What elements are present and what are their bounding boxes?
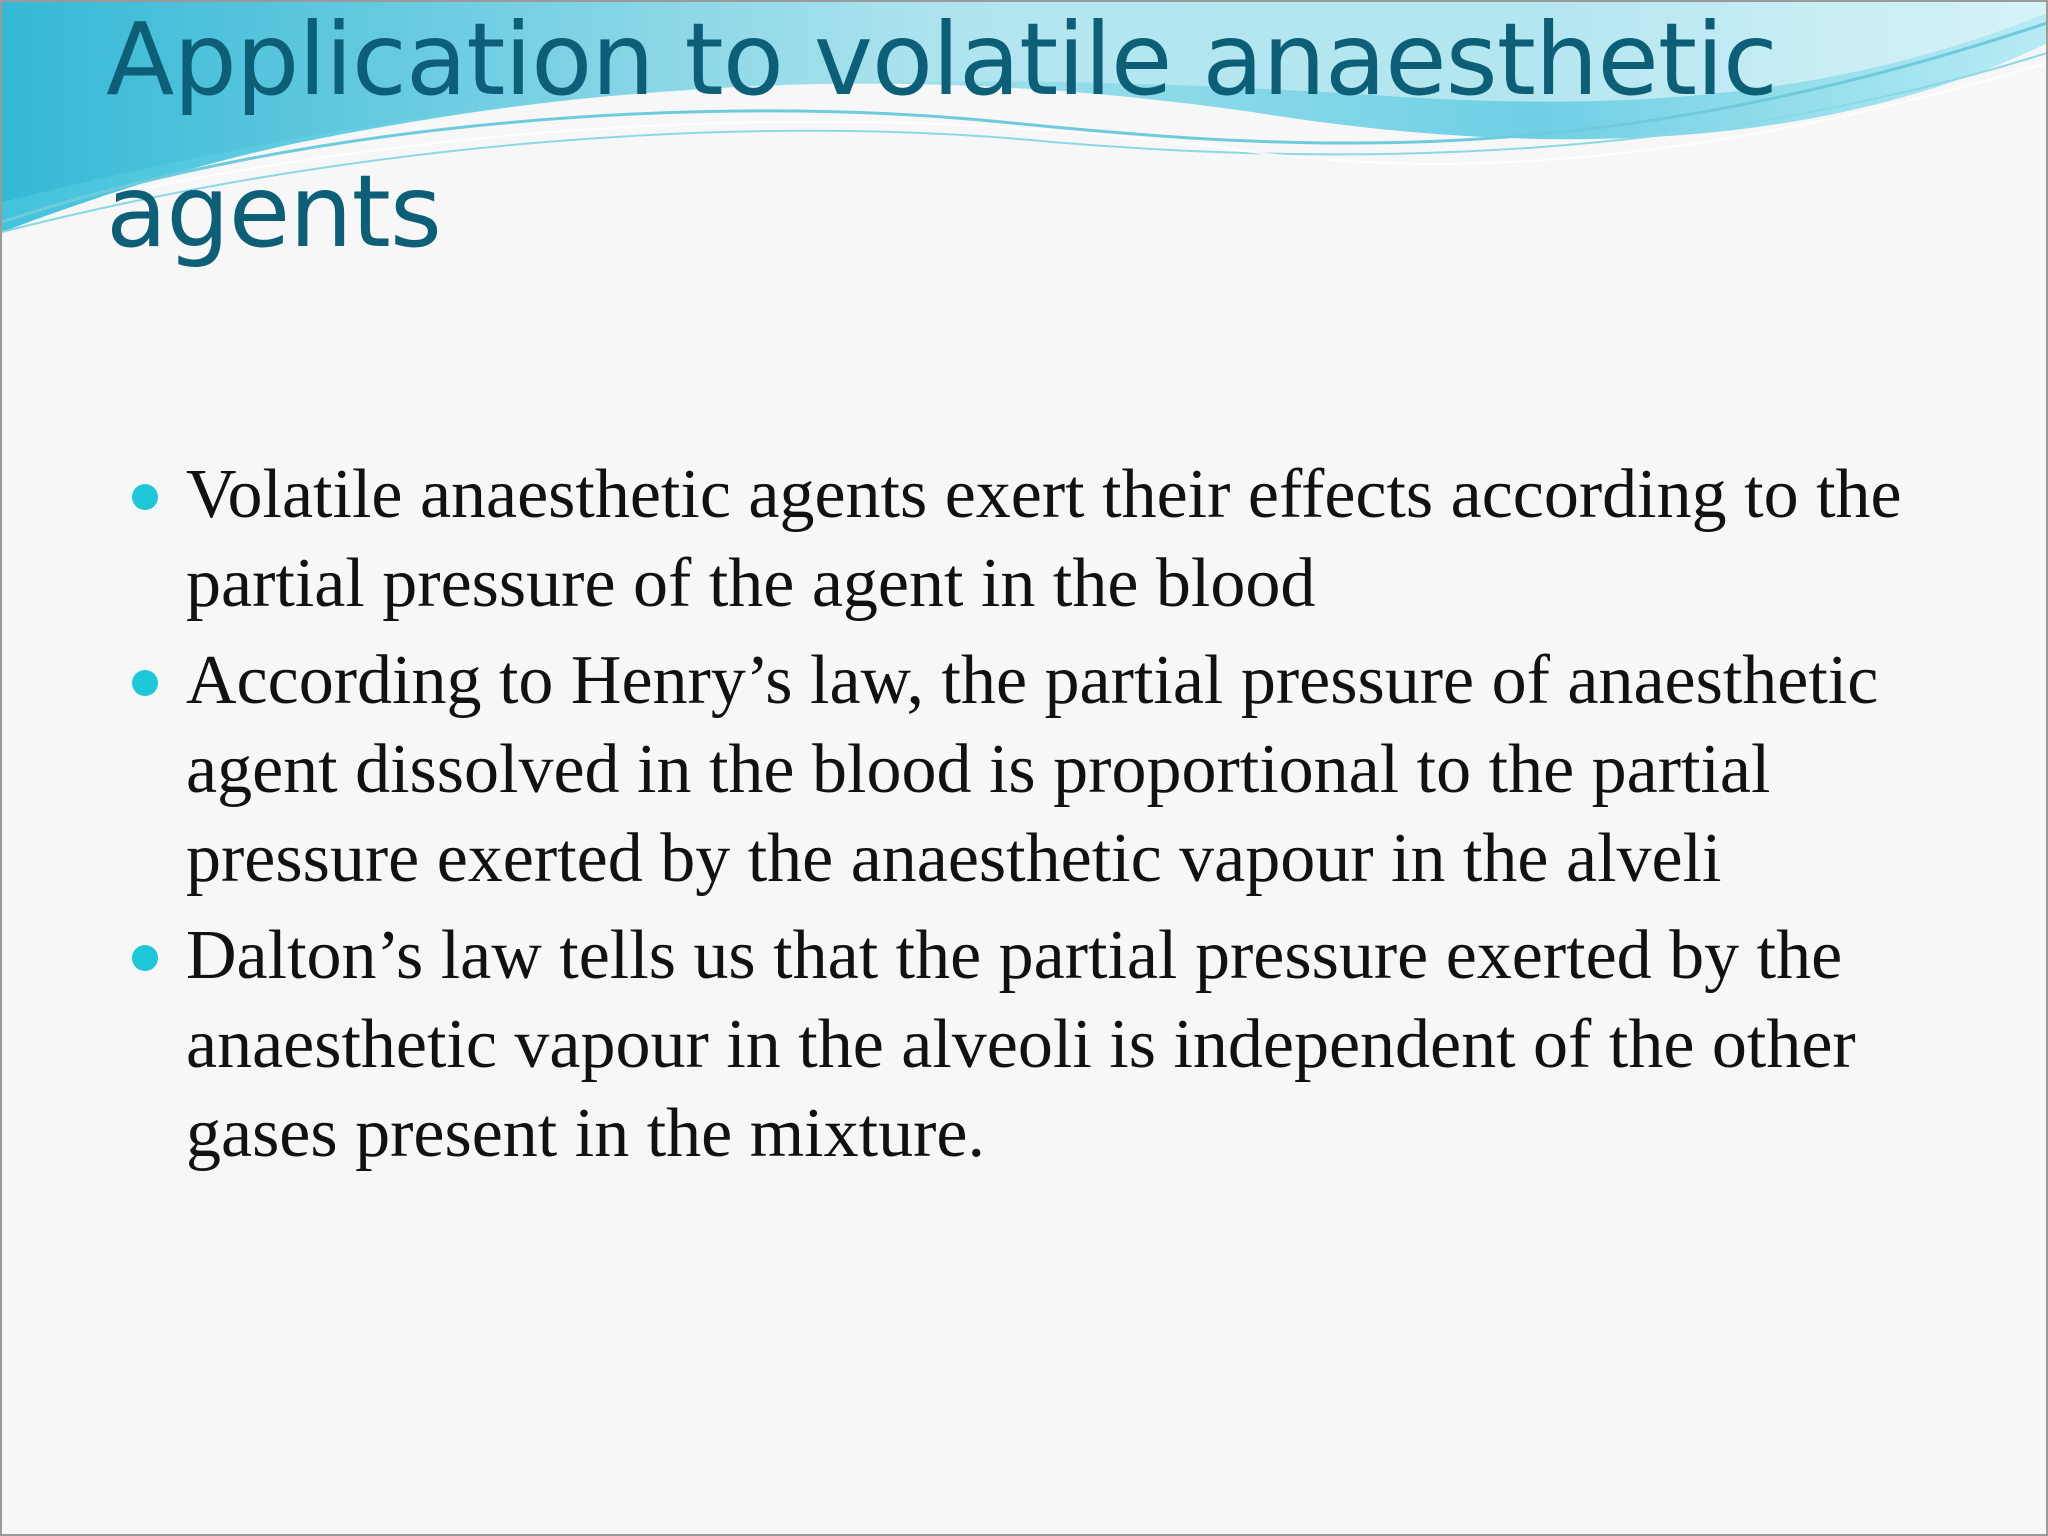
bullet-dot-icon	[132, 945, 158, 971]
bullet-item	[132, 636, 2002, 903]
bullet-text: According to Henry’s law, the partial pressure of anaesthetic agent dissolved in the blood is proportional to the partial pressure exerted by the anaesthetic vapour in the alveli	[186, 642, 1879, 897]
bullet-text: Dalton’s law tells us that the partial pressure exerted by the anaesthetic vapour in the alveoli is independent of the other gases present in the mixture.	[186, 917, 1856, 1172]
slide-title: Application to volatile anaesthetic agents	[106, 1, 1777, 270]
bullet-dot-icon	[132, 484, 158, 510]
bullet-list	[132, 450, 2002, 1186]
bullet-text: Volatile anaesthetic agents exert their effects according to the partial pressure of the agent in the blood	[186, 456, 1902, 622]
bullet-item	[132, 911, 2002, 1178]
bullet-item	[132, 450, 2002, 628]
bullet-dot-icon	[132, 670, 158, 696]
